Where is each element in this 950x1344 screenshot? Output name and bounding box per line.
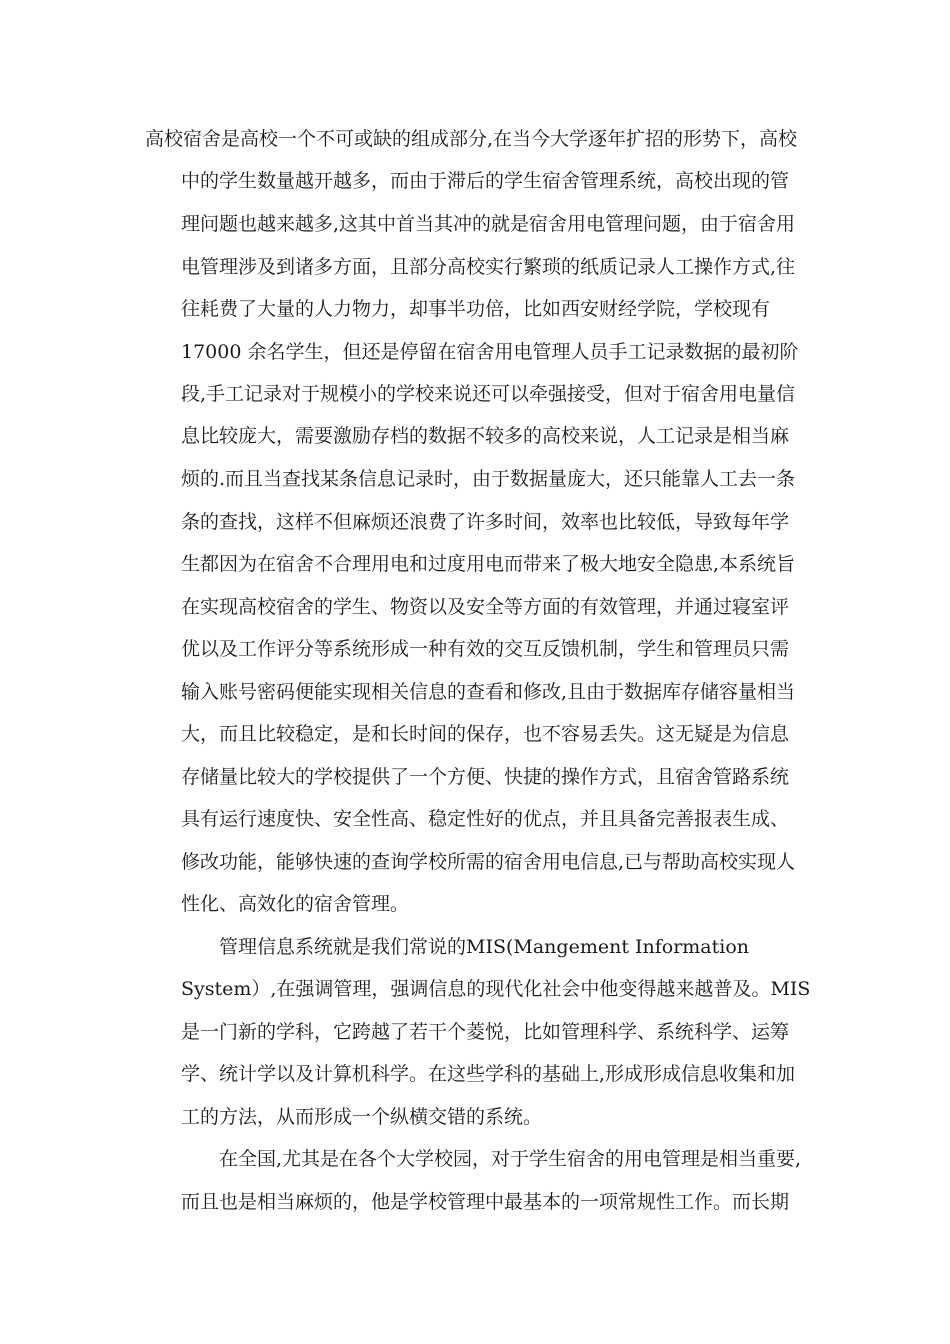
paragraph-line: 烦的.而且当查找某条信息记录时，由于数据量庞大，还只能靠人工去一条 <box>181 468 796 490</box>
paragraph-line: 性化、高效化的宿舍管理。 <box>181 893 410 915</box>
paragraph-line: 往耗费了大量的人力物力，却事半功倍，比如西安财经学院，学校现有 <box>181 298 771 320</box>
paragraph-line: 理问题也越来越多,这其中首当其冲的就是宿舍用电管理问题，由于宿舍用 <box>181 213 796 235</box>
paragraph-line: 段,手工记录对于规模小的学校来说还可以牵强接受，但对于宿舍用电量信 <box>181 383 796 405</box>
paragraph-line: 具有运行速度快、安全性高、稳定性好的优点，并且具备完善报表生成、 <box>181 808 790 830</box>
paragraph-line: 在全国,尤其是在各个大学校园，对于学生宿舍的用电管理是相当重要, <box>219 1148 802 1170</box>
paragraph-line: 优以及工作评分等系统形成一种有效的交互反馈机制，学生和管理员只需 <box>181 638 790 660</box>
paragraph-line: 高校宿舍是高校一个不可或缺的组成部分,在当今大学逐年扩招的形势下，高校 <box>145 128 798 150</box>
paragraph-line: 生都因为在宿舍不合理用电和过度用电而带来了极大地安全隐患,本系统旨 <box>181 553 796 575</box>
paragraph-line: 修改功能，能够快速的查询学校所需的宿舍用电信息,已与帮助高校实现人 <box>181 851 796 873</box>
paragraph-line: System）,在强调管理，强调信息的现代化社会中他变得越来越普及。MIS <box>181 978 811 1000</box>
paragraph-line: 输入账号密码便能实现相关信息的查看和修改,且由于数据库存储容量相当 <box>181 681 796 703</box>
paragraph-line: 17000 余名学生，但还是停留在宿舍用电管理人员手工记录数据的最初阶 <box>181 341 799 363</box>
paragraph-line: 管理信息系统就是我们常说的MIS(Mangement Information <box>219 936 750 958</box>
paragraph-line: 条的查找，这样不但麻烦还浪费了许多时间，效率也比较低，导致每年学 <box>181 511 790 533</box>
paragraph-line: 电管理涉及到诸多方面，且部分高校实行繁琐的纸质记录人工操作方式,往 <box>181 256 796 278</box>
paragraph-line: 而且也是相当麻烦的，他是学校管理中最基本的一项常规性工作。而长期 <box>181 1191 790 1213</box>
paragraph-line: 是一门新的学科，它跨越了若干个菱悦，比如管理科学、系统科学、运筹 <box>181 1021 790 1043</box>
paragraph-line: 工的方法，从而形成一个纵横交错的系统。 <box>181 1106 543 1128</box>
paragraph-line: 学、统计学以及计算机科学。在这些学科的基础上,形成形成信息收集和加 <box>181 1063 796 1085</box>
paragraph-line: 在实现高校宿舍的学生、物资以及安全等方面的有效管理，并通过寝室评 <box>181 596 790 618</box>
paragraph-line: 息比较庞大，需要激励存档的数据不较多的高校来说，人工记录是相当麻 <box>181 425 790 447</box>
paragraph-line: 中的学生数量越开越多，而由于滞后的学生宿舍管理系统，高校出现的管 <box>181 170 790 192</box>
paragraph-line: 存储量比较大的学校提供了一个方便、快捷的操作方式，且宿舍管路系统 <box>181 766 790 788</box>
paragraph-line: 大，而且比较稳定，是和长时间的保存，也不容易丢失。这无疑是为信息 <box>181 723 790 745</box>
